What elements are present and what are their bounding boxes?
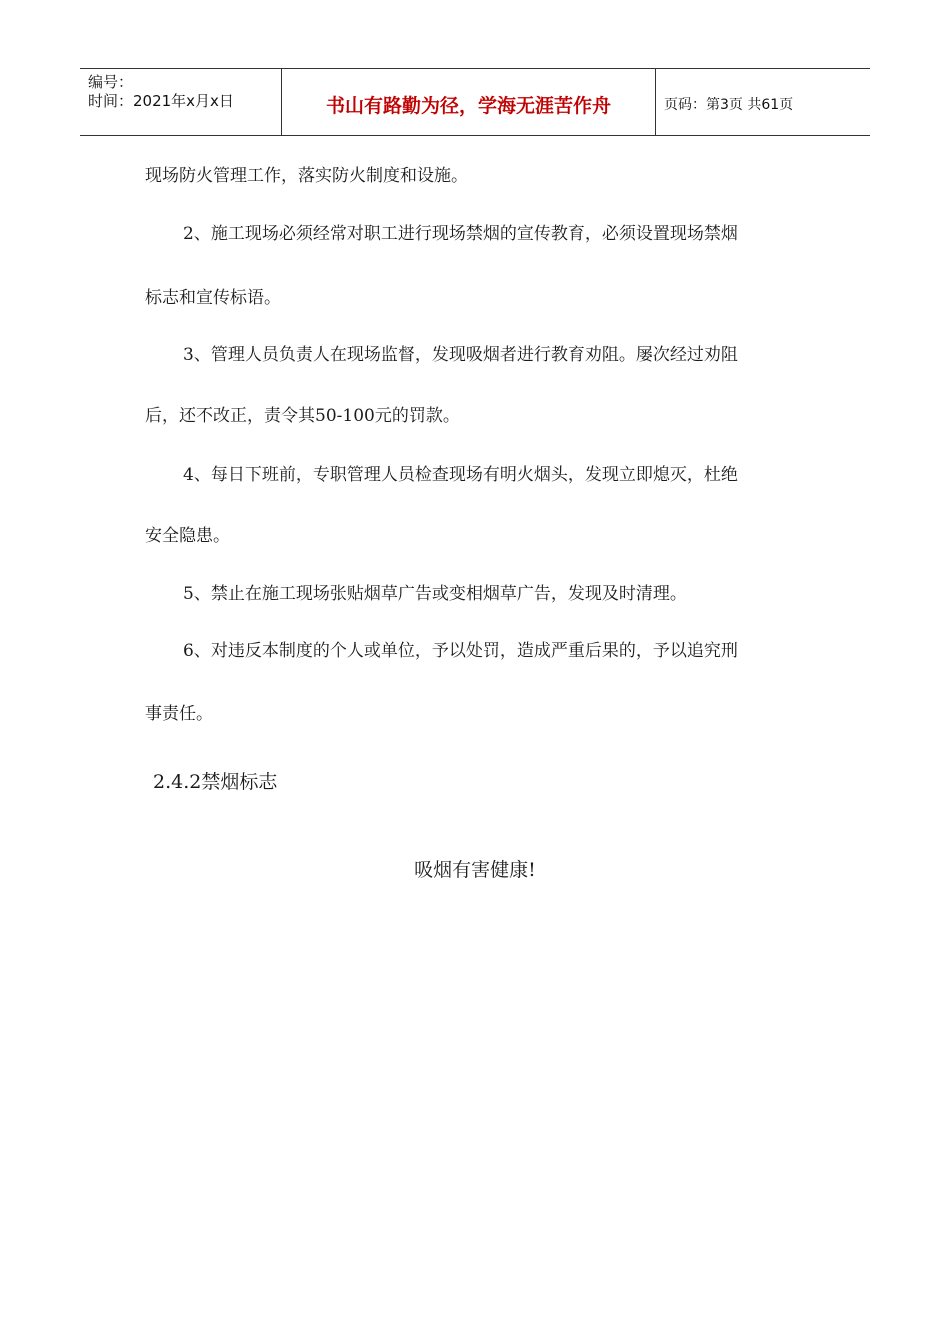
section-heading: 2.4.2禁烟标志 <box>153 771 278 793</box>
time-label: 时间：2021年x月x日 <box>88 92 234 110</box>
paragraph-line: 标志和宣传标语。 <box>145 288 281 308</box>
paragraph-line: 后，还不改正，责令其50-100元的罚款。 <box>145 406 460 426</box>
paragraph-line: 事责任。 <box>145 704 213 724</box>
paragraph-line: 4、每日下班前，专职管理人员检查现场有明火烟头，发现立即熄灭，杜绝 <box>183 465 738 485</box>
header-divider <box>655 69 656 136</box>
paragraph-line: 5、禁止在施工现场张贴烟草广告或变相烟草广告，发现及时清理。 <box>183 584 687 604</box>
header-meta <box>88 73 234 111</box>
paragraph-line: 2、施工现场必须经常对职工进行现场禁烟的宣传教育，必须设置现场禁烟 <box>183 224 738 244</box>
page-header <box>80 68 870 136</box>
paragraph-line: 现场防火管理工作，落实防火制度和设施。 <box>145 166 468 186</box>
header-motto: 书山有路勤为径，学海无涯苦作舟 <box>325 95 611 117</box>
paragraph-line: 安全隐患。 <box>145 526 230 546</box>
serial-number-label: 编号： <box>88 73 134 91</box>
paragraph-line: 6、对违反本制度的个人或单位，予以处罚，造成严重后果的，予以追究刑 <box>183 641 738 661</box>
paragraph-line: 3、管理人员负责人在现场监督，发现吸烟者进行教育劝阻。屡次经过劝阻 <box>183 345 738 365</box>
health-slogan: 吸烟有害健康! <box>414 859 536 881</box>
page-number-info: 页码：第3页 共61页 <box>664 97 794 113</box>
